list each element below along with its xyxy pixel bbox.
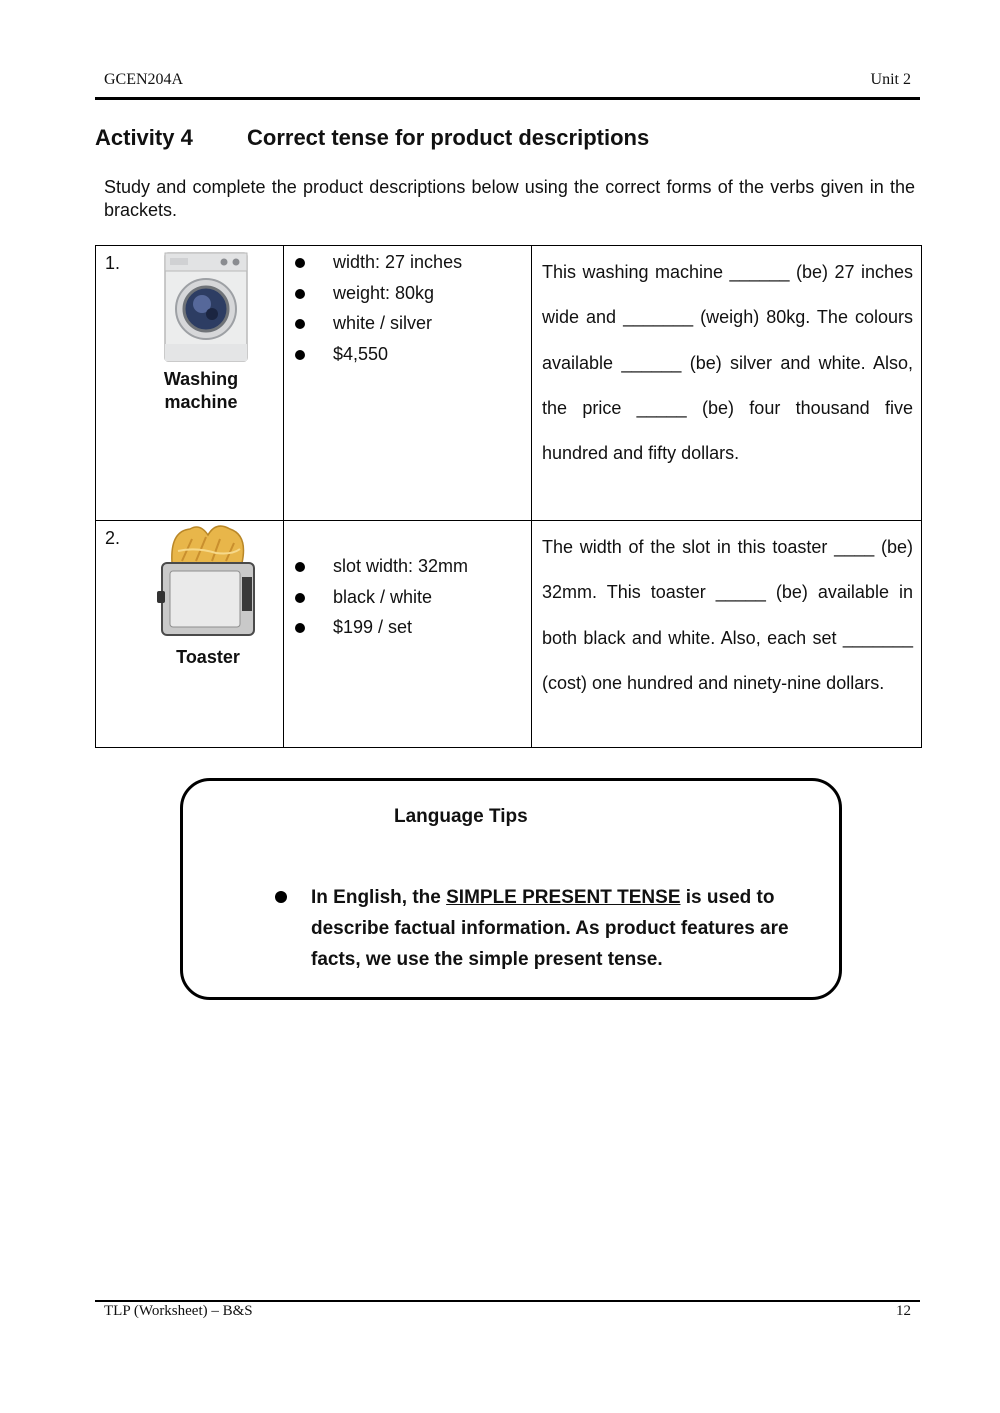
bullet-icon (295, 562, 305, 572)
list-item: weight: 80kg (284, 278, 531, 309)
product-cell (96, 246, 284, 521)
product-description: This washing machine ______ (be) 27 inches wide and _______ (weigh) 80kg. The colours available ______ (be) silver and white. Also, the price _____ (be) four thousand five hundred and fifty dollars. (542, 262, 913, 464)
product-name: Toaster (176, 647, 240, 667)
emphasis-text: SIMPLE PRESENT TENSE (446, 887, 681, 908)
list-item: slot width: 32mm (284, 551, 531, 582)
list-item: white / silver (284, 308, 531, 339)
features-cell (284, 521, 532, 748)
bullet-icon (295, 593, 305, 603)
tips-title: Language Tips (394, 806, 528, 827)
list-item: $199 / set (284, 612, 531, 643)
bullet-icon (295, 289, 305, 299)
product-table (95, 245, 922, 748)
feature-list (284, 551, 531, 643)
feature-list (284, 247, 531, 369)
course-code: GCEN204A (104, 71, 184, 88)
description-cell (532, 521, 922, 748)
bullet-icon (295, 350, 305, 360)
toaster-image (156, 521, 260, 639)
features-cell (284, 246, 532, 521)
language-tips-box (180, 778, 842, 1000)
footer-divider (95, 1300, 920, 1302)
washing-machine-image (164, 252, 248, 362)
product-cell (96, 521, 284, 748)
bullet-icon (275, 891, 287, 903)
activity-title: Correct tense for product descriptions (247, 125, 650, 150)
bullet-icon (295, 258, 305, 268)
table-row (96, 521, 922, 748)
table-row (96, 246, 922, 521)
list-item: black / white (284, 582, 531, 613)
list-item: $4,550 (284, 339, 531, 370)
footer-label: TLP (Worksheet) – B&S (104, 1303, 253, 1319)
item-number: 2. (105, 528, 121, 548)
page-number: 12 (896, 1303, 911, 1319)
bullet-icon (295, 319, 305, 329)
product-name: Washing machine (163, 369, 239, 412)
instructions: Study and complete the product descriptions below using the correct forms of the verbs given in the brackets. (104, 177, 915, 220)
tips-text: In English, the SIMPLE PRESENT TENSE is used to describe factual information. As product features are facts, we use the simple present tense. (311, 887, 789, 970)
activity-number: Activity 4 (95, 125, 193, 150)
unit-label: Unit 2 (870, 71, 911, 88)
description-cell (532, 246, 922, 521)
header-divider (95, 97, 920, 100)
list-item: width: 27 inches (284, 247, 531, 278)
bullet-icon (295, 623, 305, 633)
item-number: 1. (105, 253, 121, 273)
product-description: The width of the slot in this toaster ____ (be) 32mm. This toaster _____ (be) available in both black and white. Also, each set _______ (cost) one hundred and ninety-nine dollars. (542, 537, 913, 693)
